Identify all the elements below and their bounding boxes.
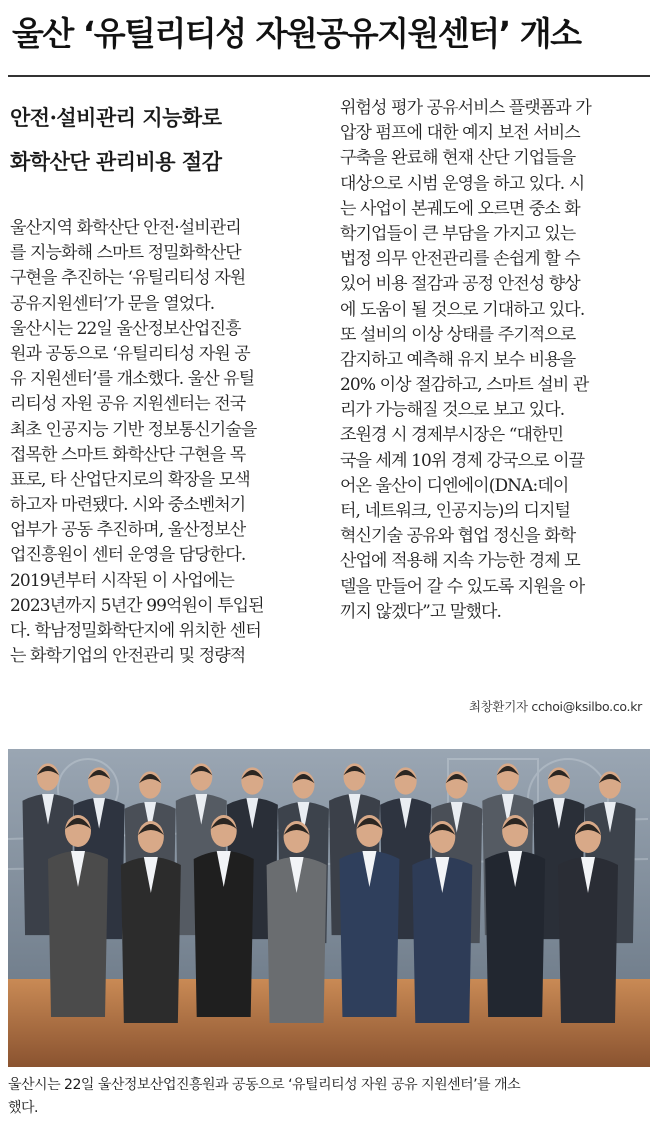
body-text-line: 구현을 추진하는 ‘유틸리티성 자원 <box>10 268 246 289</box>
body-text-line: 터, 네트워크, 인공지능)의 디지털 <box>340 501 571 521</box>
body-text-line: 혁신기술 공유와 협업 정신을 화학 <box>340 526 576 547</box>
article-body-left-column <box>10 216 314 669</box>
body-text-line: 최초 인공지능 기반 정보통신기술을 <box>10 419 257 440</box>
article-body-right-column <box>340 96 645 625</box>
body-text-line: 를 지능화해 스마트 정밀화학산단 <box>10 243 241 264</box>
body-text-line: 있어 비용 절감과 공정 안전성 향상 <box>340 274 580 295</box>
body-text-line: 업진흥원이 센터 운영을 담당한다. <box>10 545 246 566</box>
body-text-line: 조원경 시 경제부시장은 “대한민 <box>340 425 564 446</box>
subheadline-line: 화학산단 관리비용 절감 <box>10 149 222 174</box>
body-text-line: 끼지 않겠다”고 말했다. <box>340 601 502 622</box>
article-photo <box>8 749 650 1067</box>
body-text-line: 울산시는 22일 울산정보산업진흥 <box>10 318 241 339</box>
body-text-line: 는 사업이 본궤도에 오르면 중소 화 <box>340 198 580 219</box>
body-text-line: 또 설비의 이상 상태를 주기적으로 <box>340 324 576 345</box>
body-text-line: 국을 세계 10위 경제 강국으로 이끌 <box>340 450 585 471</box>
body-text-line: 20% 이상 절감하고, 스마트 설비 관 <box>340 375 589 396</box>
group-photo-illustration <box>8 749 650 1067</box>
body-text-line: 2019년부터 시작된 이 사업에는 <box>10 570 234 591</box>
body-text-line: 리가 가능해질 것으로 보고 있다. <box>340 400 565 421</box>
body-text-line: 업부가 공동 추진하며, 울산정보산 <box>10 520 246 541</box>
body-text-line: 압장 펌프에 대한 예지 보전 서비스 <box>340 123 580 144</box>
caption-line: 했다. <box>8 1100 38 1116</box>
body-text-line: 법정 의무 안전관리를 손쉽게 할 수 <box>340 249 580 270</box>
body-text-line: 하고자 마련됐다. 시와 중소벤처기 <box>10 495 246 516</box>
body-text-line: 에 도움이 될 것으로 기대하고 있다. <box>340 299 585 320</box>
body-text-line: 리티성 자원 공유 지원센터는 전국 <box>10 394 246 415</box>
subheadline-line: 안전·설비관리 지능화로 <box>10 105 222 130</box>
byline: 최창환기자 cchoi@ksilbo.co.kr <box>468 699 642 714</box>
body-text-line: 원과 공동으로 ‘유틸리티성 자원 공 <box>10 343 250 364</box>
body-text-line: 공유지원센터’가 문을 열었다. <box>10 293 215 314</box>
headline-divider <box>8 75 650 77</box>
body-text-line: 대상으로 시범 운영을 하고 있다. 시 <box>340 173 585 194</box>
body-text-line: 다. 학남정밀화학단지에 위치한 센터 <box>10 621 261 641</box>
subheadline <box>10 96 310 184</box>
body-text-line: 구축을 완료해 현재 산단 기업들을 <box>340 148 576 169</box>
body-text-line: 산업에 적용해 지속 가능한 경제 모 <box>340 551 580 572</box>
body-text-line: 어온 울산이 디엔에이(DNA:데이 <box>340 475 569 496</box>
body-text-line: 위험성 평가 공유서비스 플랫폼과 가 <box>340 98 591 118</box>
body-text-line: 표로, 타 산업단지로의 확장을 모색 <box>10 469 250 490</box>
headline: 울산 ‘유틸리티성 자원공유지원센터’ 개소 <box>12 14 581 53</box>
photo-caption <box>8 1074 650 1120</box>
body-text-line: 감지하고 예측해 유지 보수 비용을 <box>340 349 576 370</box>
body-text-line: 는 화학기업의 안전관리 및 정량적 <box>10 646 246 667</box>
body-text-line: 델을 만들어 갈 수 있도록 지원을 아 <box>340 576 585 597</box>
body-text-line: 유 지원센터’를 개소했다. 울산 유틸 <box>10 369 255 390</box>
body-text-line: 2023년까지 5년간 99억원이 투입된 <box>10 595 264 616</box>
caption-line: 울산시는 22일 울산정보산업진흥원과 공동으로 ‘유틸리티성 자원 공유 지원센터’를 개소 <box>8 1077 521 1093</box>
body-text-line: 울산지역 화학산단 안전·설비관리 <box>10 218 241 238</box>
body-text-line: 접목한 스마트 화학산단 구현을 목 <box>10 444 246 465</box>
body-text-line: 학기업들이 큰 부담을 가지고 있는 <box>340 223 576 244</box>
